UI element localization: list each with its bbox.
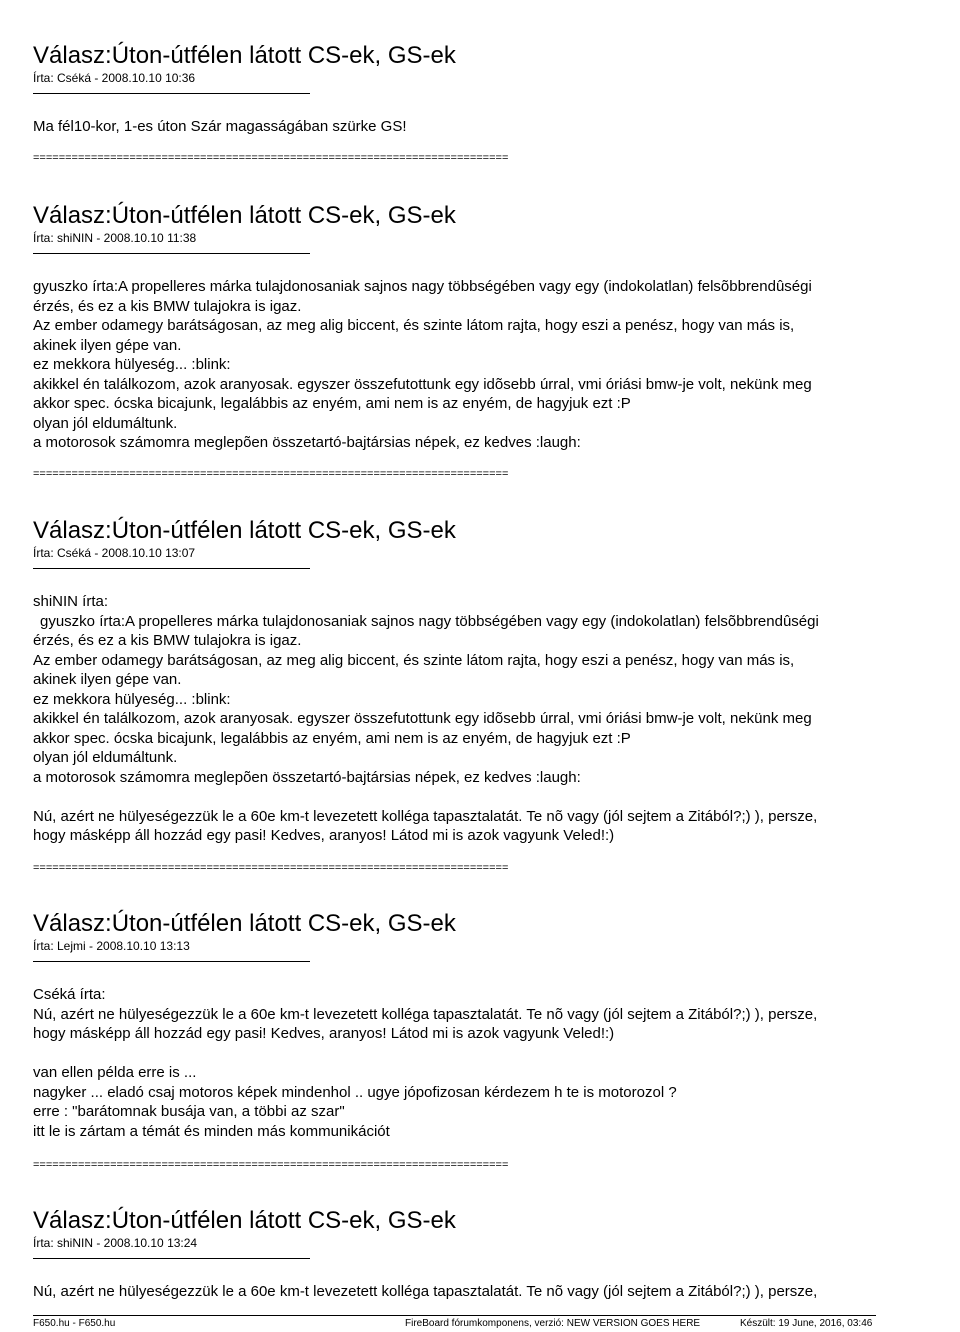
post-separator: ========================================================================== xyxy=(33,468,509,480)
post-line: van ellen példa erre is ... xyxy=(33,1064,197,1081)
quote-line: akinek ilyen gépe van. xyxy=(33,671,182,688)
post-title: Válasz:Úton-útfélen látott CS-ek, GS-ek xyxy=(33,42,456,69)
post-line: Az ember odamegy barátságosan, az meg alig biccent, és szinte látom rajta, hogy eszi a penész, hogy van más is, xyxy=(33,317,795,334)
post-line: Ma fél10-kor, 1-es úton Szár magasságában szürke GS! xyxy=(33,118,407,135)
quote-line: olyan jól eldumáltunk. xyxy=(33,749,178,766)
post-body xyxy=(33,1282,928,1302)
quote-line: ez mekkora hülyeség... :blink: xyxy=(33,690,231,708)
footer-divider xyxy=(33,1315,876,1316)
post-line: érzés, és ez a kis BMW tulajokra is igaz. xyxy=(33,297,302,315)
post-meta: Írta: Cséká - 2008.10.10 10:36 xyxy=(33,71,196,85)
spacer xyxy=(33,1044,928,1064)
quote-line: hogy másképp áll hozzád egy pasi! Kedves, aranyos! Látod mi is azok vagyunk Veled!:) xyxy=(33,1025,615,1042)
post-meta: Írta: Lejmi - 2008.10.10 13:13 xyxy=(33,939,190,953)
post-meta: Írta: Cséká - 2008.10.10 13:07 xyxy=(33,546,196,560)
post-line: akikkel én találkozom, azok aranyosak. egyszer összefutottunk egy idõsebb úrral, vmi óriási bmw-je volt, nekünk meg xyxy=(33,375,812,393)
post-title: Válasz:Úton-útfélen látott CS-ek, GS-ek xyxy=(33,910,456,937)
post-4 xyxy=(33,911,928,1141)
post-line: gyuszko írta:A propelleres márka tulajdonosaniak sajnos nagy többségében vagy egy (indokolatlan) felsõbbrendûségi xyxy=(33,278,812,295)
footer-timestamp: Készült: 19 June, 2016, 03:46 xyxy=(740,1318,873,1329)
post-5 xyxy=(33,1208,928,1302)
footer-site: F650.hu - F650.hu xyxy=(33,1318,116,1329)
quote-author: shiNIN írta: xyxy=(33,593,109,610)
post-line: akkor spec. ócska bicajunk, legalábbis az enyém, ami nem is az enyém, de hagyjuk ezt :P xyxy=(33,395,631,412)
quote-block xyxy=(33,612,928,788)
post-divider xyxy=(33,568,310,569)
spacer xyxy=(33,787,928,807)
post-2 xyxy=(33,203,928,453)
post-body xyxy=(33,985,928,1141)
post-separator: ========================================================================== xyxy=(33,1159,509,1171)
footer-credit: FireBoard fórumkomponens, verzió: NEW VERSION GOES HERE xyxy=(405,1318,701,1329)
post-line: a motorosok számomra meglepõen összetartó-bajtársias népek, ez kedves :laugh: xyxy=(33,434,581,451)
post-line: hogy másképp áll hozzád egy pasi! Kedves, aranyos! Látod mi is azok vagyunk Veled!:) xyxy=(33,827,615,844)
post-title: Válasz:Úton-útfélen látott CS-ek, GS-ek xyxy=(33,1207,456,1234)
post-divider xyxy=(33,1258,310,1259)
post-line: Nú, azért ne hülyeségezzük le a 60e km-t levezetett kolléga tapasztalatát. Te nõ vagy (jól sejtem a Zitából?;) ), persze, xyxy=(33,807,818,825)
post-3 xyxy=(33,518,928,846)
post-line: itt le is zártam a témát és minden más kommunikációt xyxy=(33,1122,390,1140)
post-line: Nú, azért ne hülyeségezzük le a 60e km-t levezetett kolléga tapasztalatát. Te nõ vagy (jól sejtem a Zitából?;) ), persze, xyxy=(33,1283,818,1300)
post-1 xyxy=(33,43,928,137)
post-meta: Írta: shiNIN - 2008.10.10 13:24 xyxy=(33,1236,198,1250)
post-line: akinek ilyen gépe van. xyxy=(33,336,182,354)
post-divider xyxy=(33,961,310,962)
post-line: erre : "barátomnak busája van, a többi az szar" xyxy=(33,1103,345,1120)
quote-line: a motorosok számomra meglepõen összetartó-bajtársias népek, ez kedves :laugh: xyxy=(33,768,581,786)
post-divider xyxy=(33,253,310,254)
post-body xyxy=(33,592,928,846)
post-body xyxy=(33,117,928,137)
post-title: Válasz:Úton-útfélen látott CS-ek, GS-ek xyxy=(33,202,456,229)
quote-line: Nú, azért ne hülyeségezzük le a 60e km-t levezetett kolléga tapasztalatát. Te nõ vagy (jól sejtem a Zitából?;) ), persze, xyxy=(33,1005,818,1023)
quote-line: akikkel én találkozom, azok aranyosak. egyszer összefutottunk egy idõsebb úrral, vmi óriási bmw-je volt, nekünk meg xyxy=(33,710,812,727)
post-line: nagyker ... eladó csaj motoros képek mindenhol .. ugye jópofizosan kérdezem h te is motorozol ? xyxy=(33,1083,677,1101)
quote-author: Cséká írta: xyxy=(33,986,106,1003)
quote-line: érzés, és ez a kis BMW tulajokra is igaz. xyxy=(33,632,302,649)
post-separator: ========================================================================== xyxy=(33,862,509,874)
post-separator: ========================================================================== xyxy=(33,152,509,164)
post-line: ez mekkora hülyeség... :blink: xyxy=(33,356,231,373)
post-line: olyan jól eldumáltunk. xyxy=(33,414,178,432)
post-body xyxy=(33,277,928,453)
quote-line: gyuszko írta:A propelleres márka tulajdonosaniak sajnos nagy többségében vagy egy (indokolatlan) felsõbbrendûségi xyxy=(40,612,819,630)
quote-line: Az ember odamegy barátságosan, az meg alig biccent, és szinte látom rajta, hogy eszi a penész, hogy van más is, xyxy=(33,651,795,669)
post-divider xyxy=(33,93,310,94)
post-meta: Írta: shiNIN - 2008.10.10 11:38 xyxy=(33,231,197,245)
post-title: Válasz:Úton-útfélen látott CS-ek, GS-ek xyxy=(33,517,456,544)
quote-line: akkor spec. ócska bicajunk, legalábbis az enyém, ami nem is az enyém, de hagyjuk ezt :P xyxy=(33,729,631,747)
